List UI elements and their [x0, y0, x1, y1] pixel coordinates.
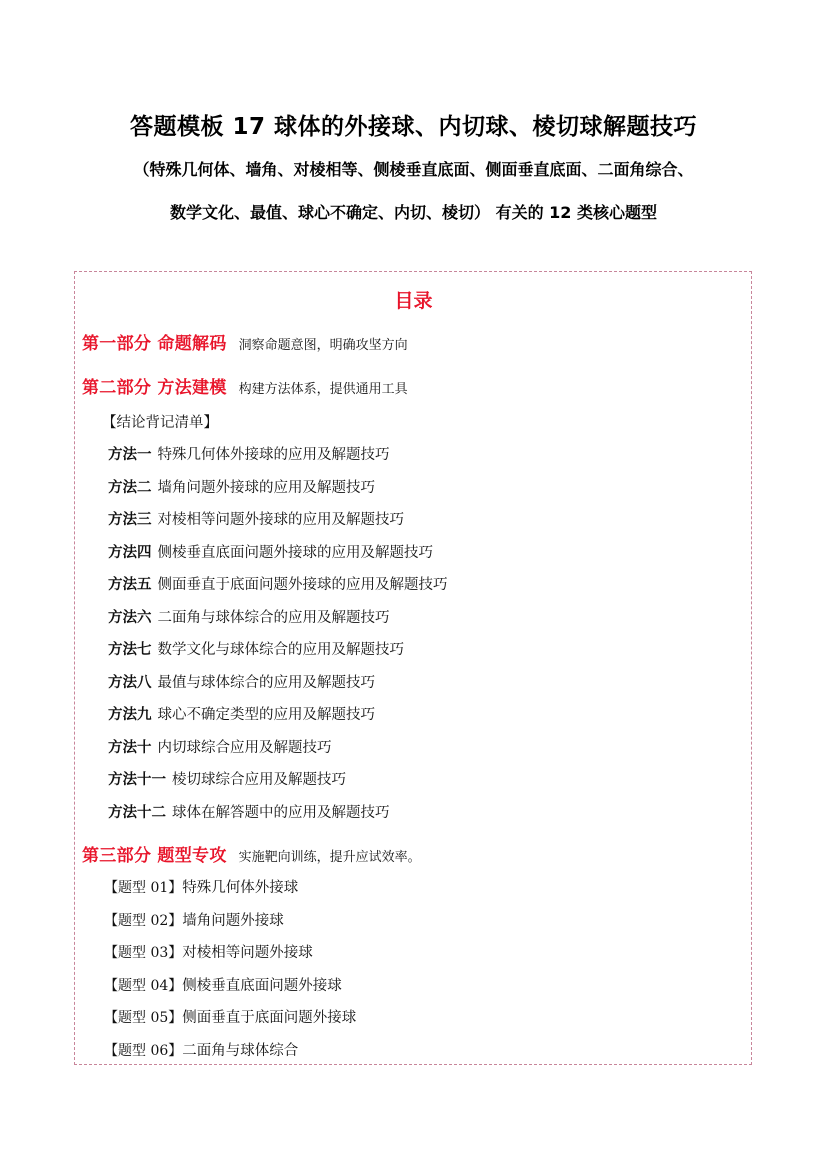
type-text: 对棱相等问题外接球 — [182, 945, 313, 961]
toc-heading: 目录 — [394, 290, 433, 312]
type-label: 【题型 02】 — [104, 913, 183, 929]
toc-type-02[interactable] — [104, 909, 284, 930]
method-text: 球体在解答题中的应用及解题技巧 — [172, 805, 390, 821]
toc-method-10[interactable] — [108, 736, 332, 757]
type-text: 二面角与球体综合 — [182, 1043, 299, 1059]
method-label: 方法十 — [108, 740, 152, 756]
document-title: 答题模板 17 球体的外接球、内切球、棱切球解题技巧 — [129, 114, 698, 140]
method-label: 方法二 — [108, 480, 152, 496]
document-subtitle-line1: （特殊几何体、墙角、对棱相等、侧棱垂直底面、侧面垂直底面、二面角综合、 — [133, 160, 694, 179]
toc-method-8[interactable] — [108, 671, 375, 692]
part-2-desc: 构建方法体系，提供通用工具 — [238, 382, 408, 397]
toc-method-1[interactable] — [108, 443, 390, 464]
method-text: 特殊几何体外接球的应用及解题技巧 — [157, 447, 390, 463]
type-label: 【题型 06】 — [104, 1043, 183, 1059]
method-text: 棱切球综合应用及解题技巧 — [172, 772, 346, 788]
toc-part-3[interactable] — [82, 841, 421, 866]
document-subtitle-line2: 数学文化、最值、球心不确定、内切、棱切） 有关的 12 类核心题型 — [170, 203, 657, 222]
toc-checklist[interactable]: 【结论背记清单】 — [102, 415, 218, 431]
toc-type-04[interactable] — [104, 974, 342, 995]
method-label: 方法五 — [108, 577, 152, 593]
method-text: 侧面垂直于底面问题外接球的应用及解题技巧 — [157, 577, 448, 593]
part-3-title: 第三部分 题型专攻 — [82, 846, 227, 866]
type-text: 墙角问题外接球 — [182, 913, 284, 929]
method-label: 方法九 — [108, 707, 152, 723]
method-text: 二面角与球体综合的应用及解题技巧 — [157, 610, 390, 626]
method-text: 对棱相等问题外接球的应用及解题技巧 — [157, 512, 404, 528]
toc-method-7[interactable] — [108, 638, 404, 659]
toc-type-05[interactable] — [104, 1006, 356, 1027]
toc-method-4[interactable] — [108, 541, 433, 562]
method-label: 方法七 — [108, 642, 152, 658]
method-label: 方法六 — [108, 610, 152, 626]
method-text: 墙角问题外接球的应用及解题技巧 — [157, 480, 375, 496]
type-label: 【题型 04】 — [104, 978, 183, 994]
method-text: 球心不确定类型的应用及解题技巧 — [157, 707, 375, 723]
type-text: 侧棱垂直底面问题外接球 — [182, 978, 342, 994]
method-label: 方法十二 — [108, 805, 166, 821]
type-label: 【题型 01】 — [104, 880, 183, 896]
toc-method-3[interactable] — [108, 508, 404, 529]
method-text: 最值与球体综合的应用及解题技巧 — [157, 675, 375, 691]
part-2-title: 第二部分 方法建模 — [82, 378, 227, 398]
type-label: 【题型 03】 — [104, 945, 183, 961]
toc-method-9[interactable] — [108, 703, 375, 724]
toc-method-2[interactable] — [108, 476, 375, 497]
method-text: 侧棱垂直底面问题外接球的应用及解题技巧 — [157, 545, 433, 561]
method-text: 内切球综合应用及解题技巧 — [157, 740, 332, 756]
toc-type-03[interactable] — [104, 941, 313, 962]
method-label: 方法一 — [108, 447, 152, 463]
part-3-desc: 实施靶向训练，提升应试效率。 — [238, 850, 421, 865]
type-text: 侧面垂直于底面问题外接球 — [182, 1010, 357, 1026]
method-label: 方法三 — [108, 512, 152, 528]
part-1-title: 第一部分 命题解码 — [82, 334, 227, 354]
toc-type-06[interactable] — [104, 1039, 298, 1060]
method-label: 方法十一 — [108, 772, 166, 788]
method-text: 数学文化与球体综合的应用及解题技巧 — [157, 642, 404, 658]
toc-method-5[interactable] — [108, 573, 448, 594]
toc-method-11[interactable] — [108, 768, 346, 789]
type-label: 【题型 05】 — [104, 1010, 183, 1026]
type-text: 特殊几何体外接球 — [182, 880, 299, 896]
toc-part-2[interactable] — [82, 373, 408, 398]
toc-part-1[interactable] — [82, 329, 408, 354]
method-label: 方法八 — [108, 675, 152, 691]
toc-type-01[interactable] — [104, 876, 298, 897]
method-label: 方法四 — [108, 545, 152, 561]
toc-method-12[interactable] — [108, 801, 390, 822]
toc-method-6[interactable] — [108, 606, 390, 627]
part-1-desc: 洞察命题意图，明确攻坚方向 — [238, 338, 408, 353]
